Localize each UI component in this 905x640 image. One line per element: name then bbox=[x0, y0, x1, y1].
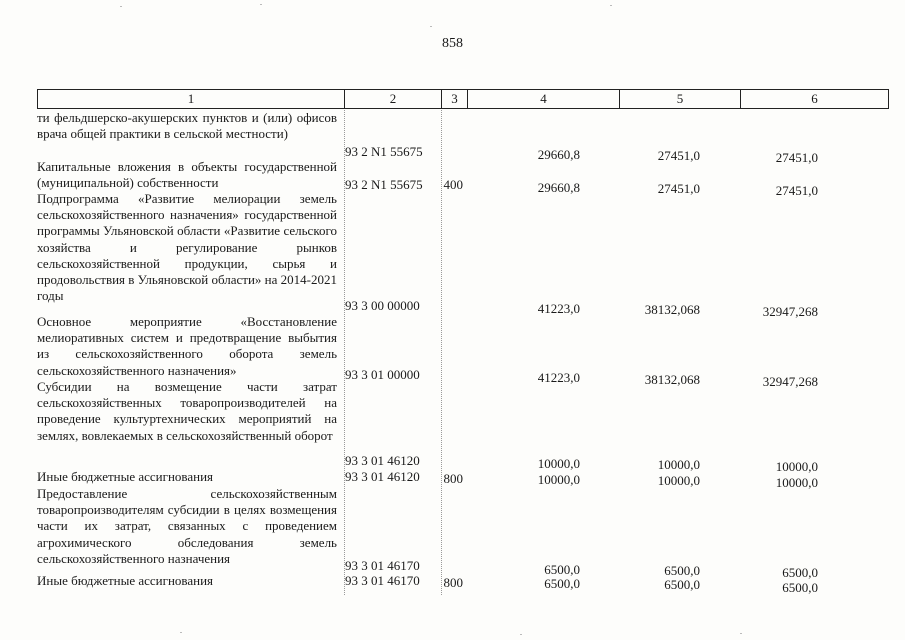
row-value-4: 41223,0 bbox=[537, 370, 580, 385]
row-description: Субсидии на возмещение части затрат сельскохозяйственных товаропроизводителей на проведение культуртехнических мероприятий на землях, вовлекаемых в сельскохозяйственный оборот bbox=[37, 379, 337, 443]
header-col-3: 3 bbox=[442, 90, 468, 108]
row-value-4: 41223,0 bbox=[537, 301, 580, 316]
row-description: Подпрограмма «Развитие мелиорации земель сельскохозяйственного назначения» государственной программы Ульяновской области «Развитие сельского хозяйства и регулирование рынков сельскохозяйственной продукции, сырья и продовольствия в Ульяновской области» на 2014-2021 годы bbox=[37, 191, 337, 304]
row-value-6: 32947,268 bbox=[762, 304, 818, 319]
row-value-6: 6500,0 bbox=[782, 565, 818, 580]
scan-speck bbox=[260, 4, 262, 5]
header-col-5: 5 bbox=[620, 90, 741, 108]
scan-speck bbox=[610, 5, 612, 6]
row-code: 93 3 01 46120 bbox=[345, 469, 420, 484]
row-value-6: 27451,0 bbox=[775, 183, 818, 198]
row-value-4: 29660,8 bbox=[537, 147, 580, 162]
row-description: Основное мероприятие «Восстановление мелиоративных систем и предотвращение выбытия из сельскохозяйственного оборота земель сельскохозяйственного назначения» bbox=[37, 314, 337, 378]
row-value-4: 6500,0 bbox=[544, 562, 580, 577]
row-type: 800 bbox=[443, 471, 463, 486]
row-value-5: 38132,068 bbox=[644, 372, 700, 387]
scan-speck bbox=[180, 632, 182, 633]
scan-speck bbox=[740, 633, 742, 634]
row-code: 93 3 00 00000 bbox=[345, 298, 420, 313]
scan-speck bbox=[430, 26, 432, 27]
row-code: 93 2 N1 55675 bbox=[345, 177, 423, 192]
row-value-5: 27451,0 bbox=[657, 148, 700, 163]
row-code: 93 2 N1 55675 bbox=[345, 144, 423, 159]
row-description: Иные бюджетные ассигнования bbox=[37, 573, 214, 588]
row-type: 400 bbox=[443, 177, 463, 192]
row-code: 93 3 01 00000 bbox=[345, 367, 420, 382]
header-col-1: 1 bbox=[38, 90, 345, 108]
row-code: 93 3 01 46170 bbox=[345, 558, 420, 573]
row-description: Капитальные вложения в объекты государственной (муниципальной) собственности bbox=[37, 159, 337, 191]
row-value-5: 38132,068 bbox=[644, 302, 700, 317]
row-value-5: 10000,0 bbox=[657, 473, 700, 488]
row-value-4: 10000,0 bbox=[537, 456, 580, 471]
scan-speck bbox=[520, 634, 522, 635]
row-code: 93 3 01 46120 bbox=[345, 453, 420, 468]
scan-speck bbox=[120, 6, 122, 7]
header-col-4: 4 bbox=[468, 90, 620, 108]
row-value-6: 32947,268 bbox=[762, 374, 818, 389]
row-value-5: 10000,0 bbox=[657, 457, 700, 472]
header-col-2: 2 bbox=[345, 90, 442, 108]
row-type: 800 bbox=[443, 575, 463, 590]
row-value-5: 6500,0 bbox=[664, 577, 700, 592]
row-value-6: 10000,0 bbox=[775, 475, 818, 490]
row-description: ти фельдшерско-акушерских пунктов и (или) офисов врача общей практики в сельской местности) bbox=[37, 110, 337, 142]
row-value-4: 29660,8 bbox=[537, 180, 580, 195]
row-description: Предоставление сельскохозяйственным товаропроизводителям субсидии в целях возмещения части их затрат, связанных с проведением агрохимического обследования земель сельскохозяйственного назначения bbox=[37, 486, 337, 566]
row-value-6: 27451,0 bbox=[775, 150, 818, 165]
row-value-5: 27451,0 bbox=[657, 181, 700, 196]
header-col-6: 6 bbox=[811, 91, 818, 106]
row-value-5: 6500,0 bbox=[664, 563, 700, 578]
row-value-4: 6500,0 bbox=[544, 576, 580, 591]
row-description: Иные бюджетные ассигнования bbox=[37, 469, 214, 484]
page-number: 858 bbox=[442, 36, 463, 51]
row-value-6: 10000,0 bbox=[775, 459, 818, 474]
row-value-6: 6500,0 bbox=[782, 580, 818, 595]
row-code: 93 3 01 46170 bbox=[345, 573, 420, 588]
row-value-4: 10000,0 bbox=[537, 472, 580, 487]
